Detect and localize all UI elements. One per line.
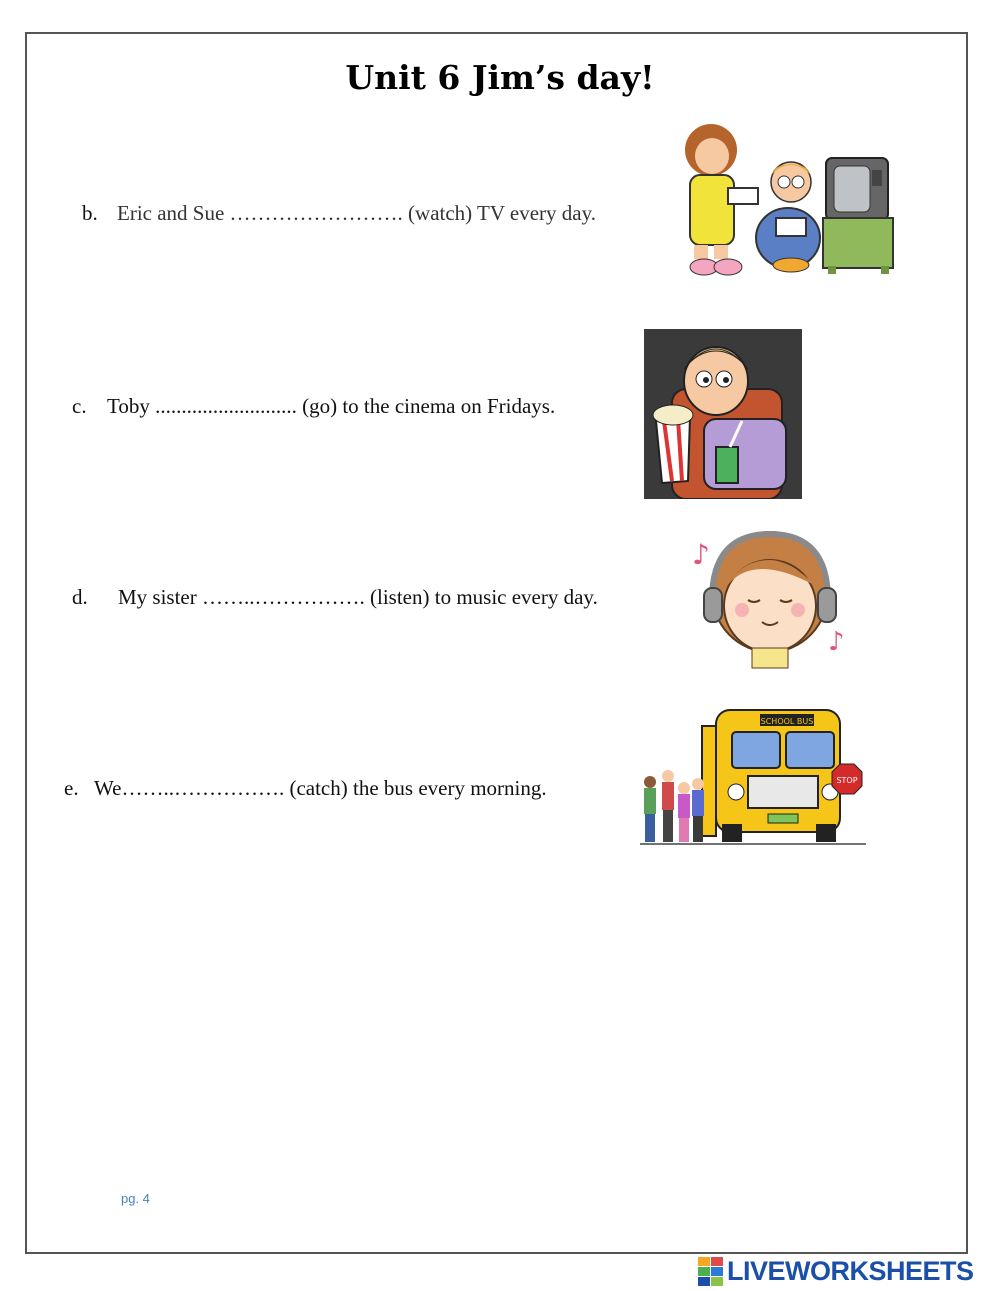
question-b	[82, 201, 596, 226]
question-e	[64, 776, 547, 801]
question-text: Eric and Sue ……………………. (watch) TV every day.	[117, 201, 597, 225]
page-number: pg. 4	[121, 1191, 150, 1206]
question-letter: d.	[72, 585, 88, 609]
question-letter: b.	[82, 201, 98, 225]
liveworksheets-logo	[698, 1257, 974, 1285]
question-d	[72, 585, 598, 610]
question-text: Toby ........................... (go) to the cinema on Fridays.	[107, 394, 556, 418]
kids-watching-tv-illustration	[676, 120, 898, 280]
stop-sign-text: STOP	[836, 776, 858, 785]
page-title: Unit 6 Jim’s day!	[345, 58, 655, 97]
question-text: We……..……………. (catch) the bus every morning.	[94, 776, 547, 800]
question-c	[72, 394, 555, 419]
logo-icon	[698, 1257, 723, 1286]
school-bus-illustration	[640, 706, 866, 848]
boy-at-cinema-illustration	[644, 329, 802, 499]
question-letter: c.	[72, 394, 87, 418]
logo-text: LIVEWORKSHEETS	[727, 1256, 974, 1286]
question-letter: e.	[64, 776, 79, 800]
svg-text:♪: ♪	[692, 538, 710, 571]
question-text: My sister ……..……………. (listen) to music every day.	[118, 585, 598, 609]
bus-sign-text: SCHOOL BUS	[760, 717, 814, 726]
girl-listening-music-illustration	[690, 530, 852, 670]
svg-text:♪: ♪	[828, 627, 845, 657]
